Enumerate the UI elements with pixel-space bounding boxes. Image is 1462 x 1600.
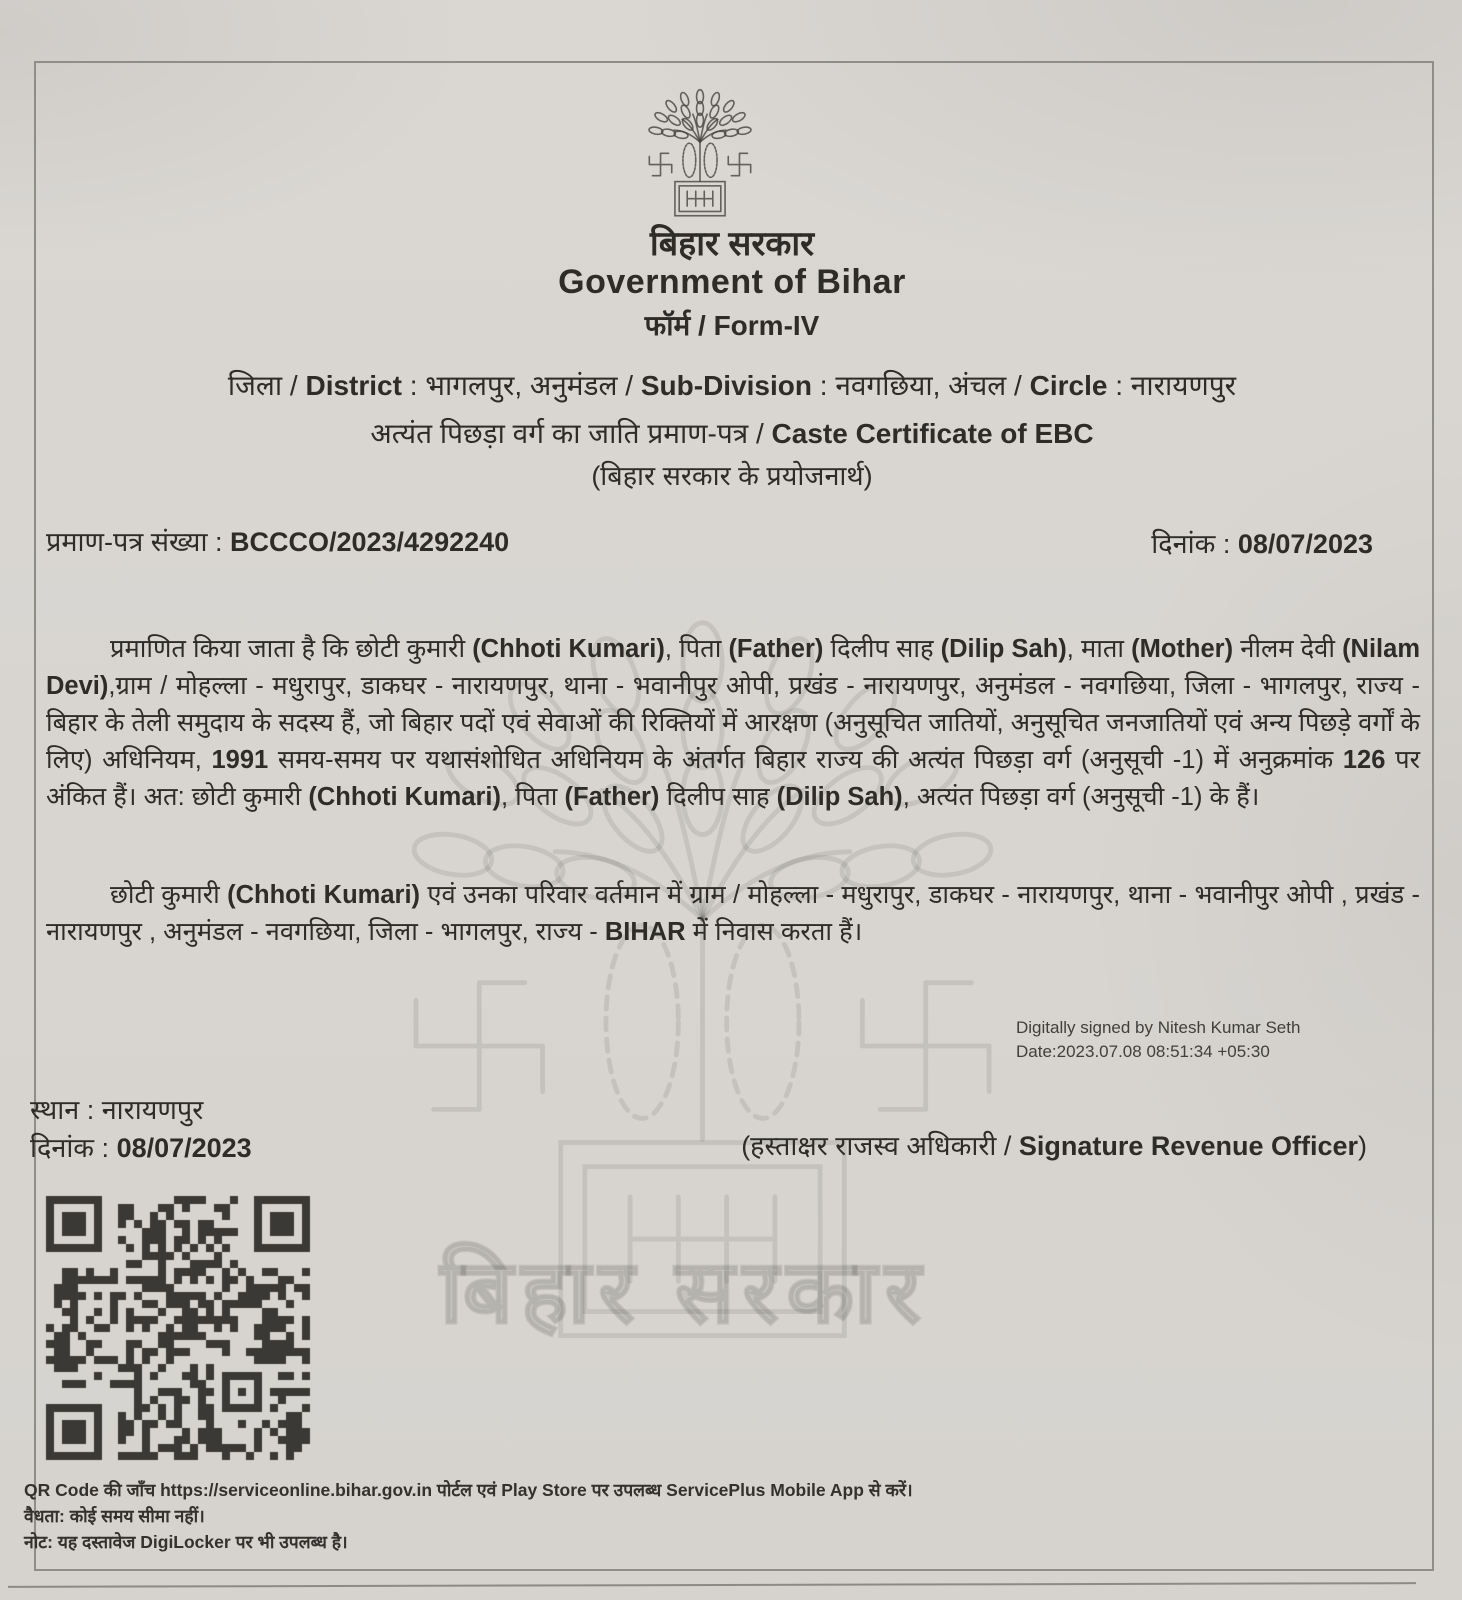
watermark-text: बिहार सरकार [440, 1242, 929, 1341]
district-line: जिला / District : भागलपुर, अनुमंडल / Sub-Division : नवगछिया, अंचल / Circle : नारायणपुर [227, 370, 1237, 401]
place-line: स्थान : नारायणपुर [30, 1095, 204, 1125]
footer-note-digilocker: नोट: यह दस्तावेज DigiLocker पर भी उपलब्ध है। [24, 1532, 348, 1552]
digital-signature [1016, 1016, 1300, 1064]
certificate-number: प्रमाण-पत्र संख्या : BCCCO/2023/4292240 [46, 527, 510, 557]
footer-note-qr: QR Code की जाँच https://serviceonline.bihar.gov.in पोर्टल एवं Play Store पर उपलब्ध ServicePlus Mobile App से करें। [24, 1480, 913, 1500]
bottom-rule [8, 1582, 1416, 1588]
signature-date: दिनांक : 08/07/2023 [30, 1133, 252, 1163]
form-number: फॉर्म / Form-IV [644, 310, 820, 341]
purpose-line: (बिहार सरकार के प्रयोजनार्थ) [591, 461, 873, 491]
title-english: Government of Bihar [558, 263, 906, 301]
footer-note-validity: वैधता: कोई समय सीमा नहीं। [24, 1506, 205, 1526]
body-paragraph-1: प्रमाणित किया जाता है कि छोटी कुमारी (Chhoti Kumari), पिता (Father) दिलीप साह (Dilip Sah), माता (Mother) नीलम देवी (Nilam Devi),ग्राम / मोहल्ला - मधुरापुर, डाकघर - नारायणपुर, थाना - भवानीपुर ओपी, प्रखंड - नारायणपुर, अनुमंडल - नवगछिया, जिला - भागलपुर, राज्य - बिहार के तेली समुदाय के सदस्य हैं, जो बिहार पदों एवं सेवाओं की रिक्तियों में आरक्षण (अनुसूचित जातियों, अनुसूचित जनजातियों एवं अन्य पिछड़े वर्गों के लिए) अधिनियम, 1991 समय-समय पर यथासंशोधित अधिनियम के अंतर्गत बिहार राज्य की अत्यंत पिछड़ा वर्ग (अनुसूची -1) में अनुक्रमांक 126 पर अंकित हैं। अत: छोटी कुमारी (Chhoti Kumari), पिता (Father) दिलीप साह (Dilip Sah), अत्यंत पिछड़ा वर्ग (अनुसूची -1) के हैं। [46, 635, 1421, 811]
issue-date: दिनांक : 08/07/2023 [1151, 529, 1373, 559]
body-paragraph-2: छोटी कुमारी (Chhoti Kumari) एवं उनका परिवार वर्तमान में ग्राम / मोहल्ला - मधुरापुर, डाकघर - नारायणपुर, थाना - भवानीपुर ओपी , प्रखंड - नारायणपुर , अनुमंडल - नवगछिया, जिला - भागलपुर, राज्य - BIHAR में निवास करता हैं। [46, 881, 1420, 946]
digital-signature-line1: Digitally signed by Nitesh Kumar Seth [1016, 1018, 1301, 1037]
certificate-title: अत्यंत पिछड़ा वर्ग का जाति प्रमाण-पत्र / Caste Certificate of EBC [370, 418, 1094, 449]
bihar-emblem-icon [620, 76, 780, 220]
digital-signature-line2: Date:2023.07.08 08:51:34 +05:30 [1016, 1042, 1270, 1061]
title-hindi: बिहार सरकार [649, 225, 815, 263]
qr-code [34, 1184, 322, 1472]
footer-notes [24, 1477, 913, 1555]
revenue-officer-signature-line: (हस्ताक्षर राजस्व अधिकारी / Signature Revenue Officer) [741, 1131, 1367, 1161]
